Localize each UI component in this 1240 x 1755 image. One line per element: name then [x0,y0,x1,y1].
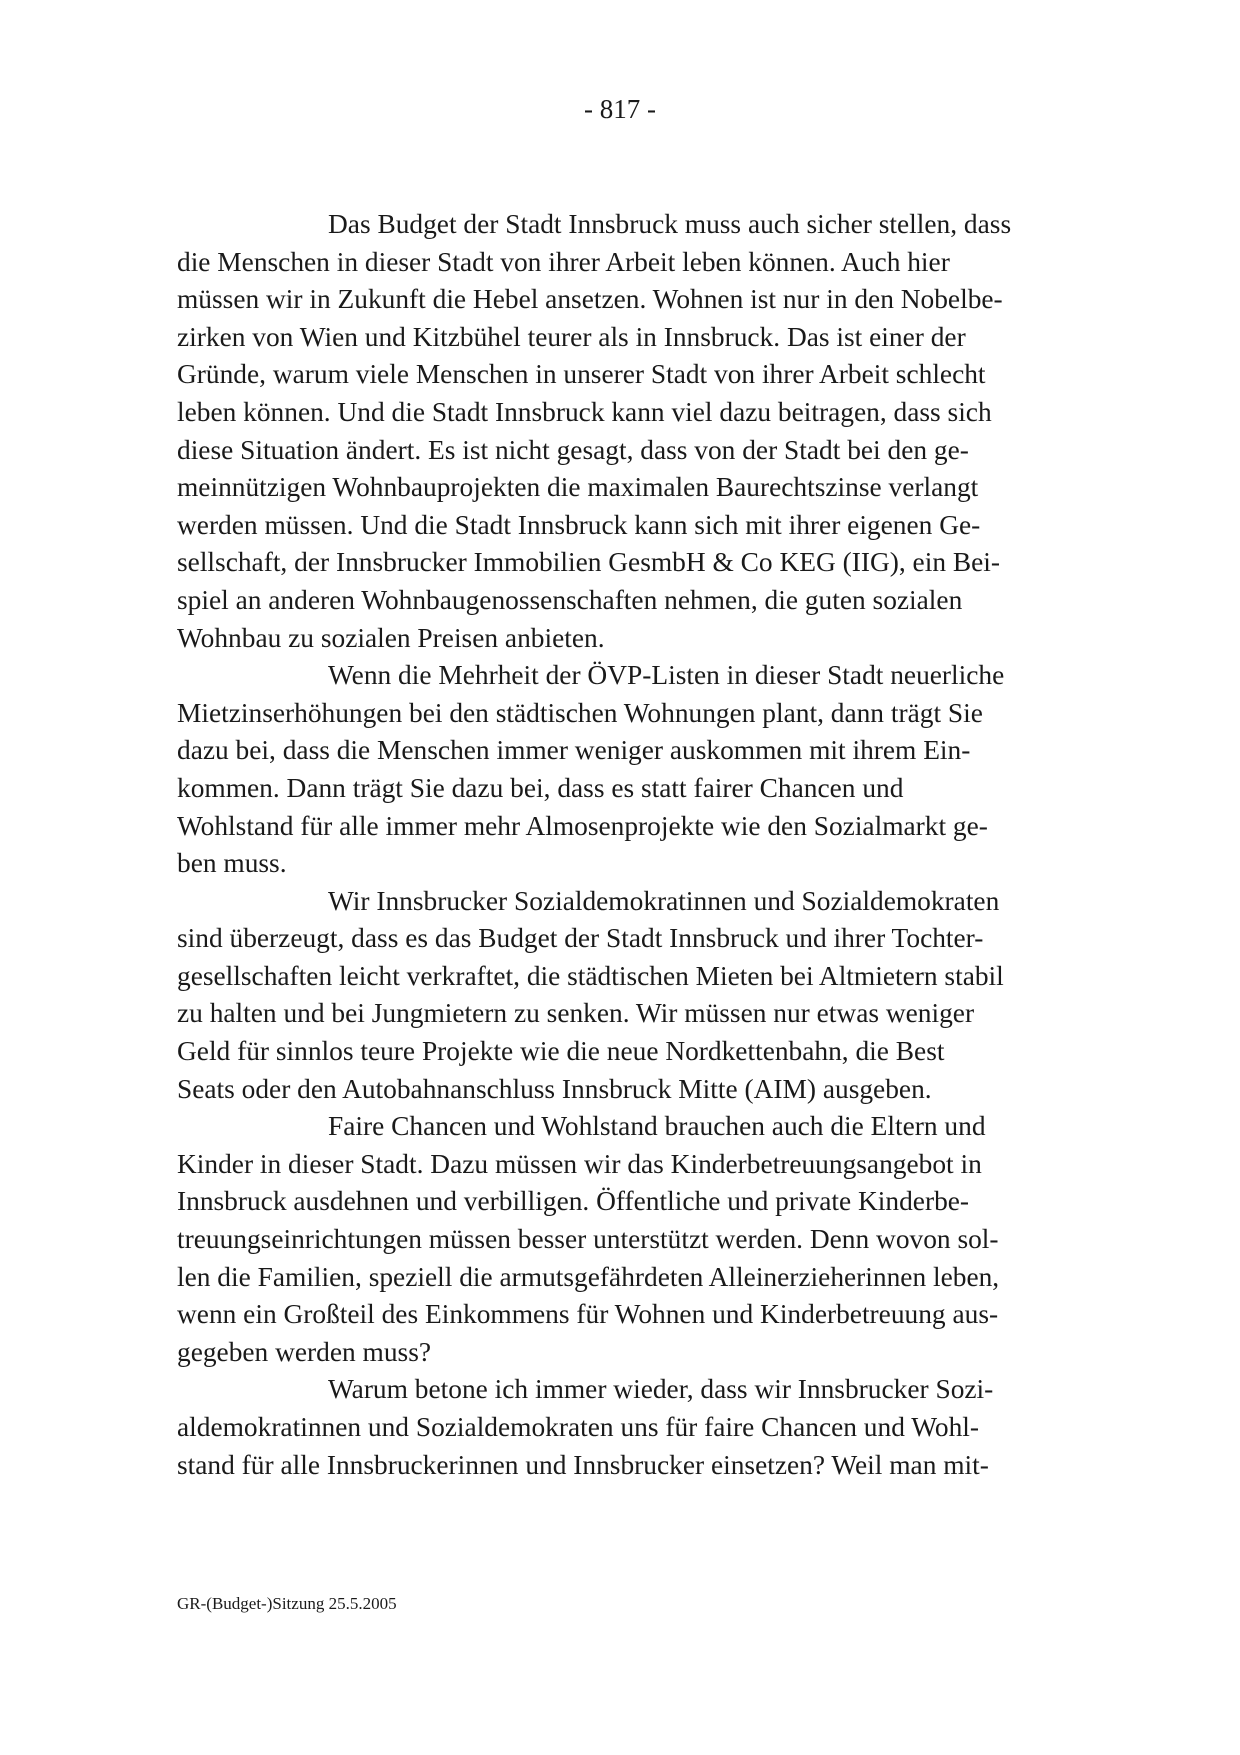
paragraph-line: zirken von Wien und Kitzbühel teurer als in Innsbruck. Das ist einer der [177,321,966,352]
paragraph-line: müssen wir in Zukunft die Hebel ansetzen. Wohnen ist nur in den Nobelbe- [177,284,1003,315]
paragraph-line: Mietzinserhöhungen bei den städtischen Wohnungen plant, dann trägt Sie [177,697,983,728]
paragraph-line: sellschaft, der Innsbrucker Immobilien GesmbH & Co KEG (IIG), ein Bei- [177,547,1001,578]
paragraph-line: diese Situation ändert. Es ist nicht gesagt, dass von der Stadt bei den ge- [177,434,969,465]
paragraph-line: len die Familien, speziell die armutsgefährdeten Alleinerzieherinnen leben, [177,1261,1000,1292]
paragraph-line: Das Budget der Stadt Innsbruck muss auch sicher stellen, dass [328,209,1012,239]
paragraph-line: zu halten und bei Jungmietern zu senken. Wir müssen nur etwas weniger [177,998,975,1029]
paragraph-line: Seats oder den Autobahnanschluss Innsbruck Mitte (AIM) ausgeben. [177,1073,932,1104]
paragraph-line: gesellschaften leicht verkraftet, die städtischen Mieten bei Altmietern stabil [177,960,1004,991]
paragraph-line: die Menschen in dieser Stadt von ihrer Arbeit leben können. Auch hier [177,246,950,277]
paragraph-line: dazu bei, dass die Menschen immer weniger auskommen mit ihrem Ein- [177,735,971,766]
paragraph-line: Wohnbau zu sozialen Preisen anbieten. [177,622,605,653]
paragraph-line: Kinder in dieser Stadt. Dazu müssen wir das Kinderbetreuungsangebot in [177,1148,982,1179]
paragraph-line: ben muss. [177,848,287,879]
paragraph-line: Gründe, warum viele Menschen in unserer Stadt von ihrer Arbeit schlecht [177,359,986,390]
paragraph-line: kommen. Dann trägt Sie dazu bei, dass es statt fairer Chancen und [177,772,904,803]
paragraph-line: spiel an anderen Wohnbaugenossenschaften nehmen, die guten sozialen [177,584,963,615]
paragraph-line: wenn ein Großteil des Einkommens für Wohnen und Kinderbetreuung aus- [177,1299,999,1330]
paragraph-line: Warum betone ich immer wieder, dass wir Innsbrucker Sozi- [328,1374,994,1405]
page-number: - 817 - [584,94,656,124]
paragraph-line: Wohlstand für alle immer mehr Almosenprojekte wie den Sozialmarkt ge- [177,810,988,841]
paragraph-line: gegeben werden muss? [177,1336,432,1367]
paragraph-line: Wir Innsbrucker Sozialdemokratinnen und Sozialdemokraten [328,885,1000,916]
paragraph-line: werden müssen. Und die Stadt Innsbruck kann sich mit ihrer eigenen Ge- [177,509,981,540]
paragraph-line: Geld für sinnlos teure Projekte wie die neue Nordkettenbahn, die Best [177,1036,945,1067]
paragraph-line: sind überzeugt, dass es das Budget der Stadt Innsbruck und ihrer Tochter- [177,923,984,954]
paragraph-line: Faire Chancen und Wohlstand brauchen auch die Eltern und [328,1111,986,1142]
paragraph-line: meinnützigen Wohnbauprojekten die maximalen Baurechtszinse verlangt [177,472,979,503]
footer-session-label: GR-(Budget-)Sitzung 25.5.2005 [177,1594,397,1613]
paragraph-line: Wenn die Mehrheit der ÖVP-Listen in dieser Stadt neuerliche [328,660,1005,691]
paragraph-line: stand für alle Innsbruckerinnen und Innsbrucker einsetzen? Weil man mit- [177,1449,989,1480]
body-text [177,206,1057,1484]
paragraph-line: Innsbruck ausdehnen und verbilligen. Öffentliche und private Kinderbe- [177,1186,970,1217]
paragraph-line: aldemokratinnen und Sozialdemokraten uns für faire Chancen und Wohl- [177,1412,980,1442]
paragraph-line: treuungseinrichtungen müssen besser unterstützt werden. Denn wovon sol- [177,1224,999,1255]
paragraph-line: leben können. Und die Stadt Innsbruck kann viel dazu beitragen, dass sich [177,396,992,427]
